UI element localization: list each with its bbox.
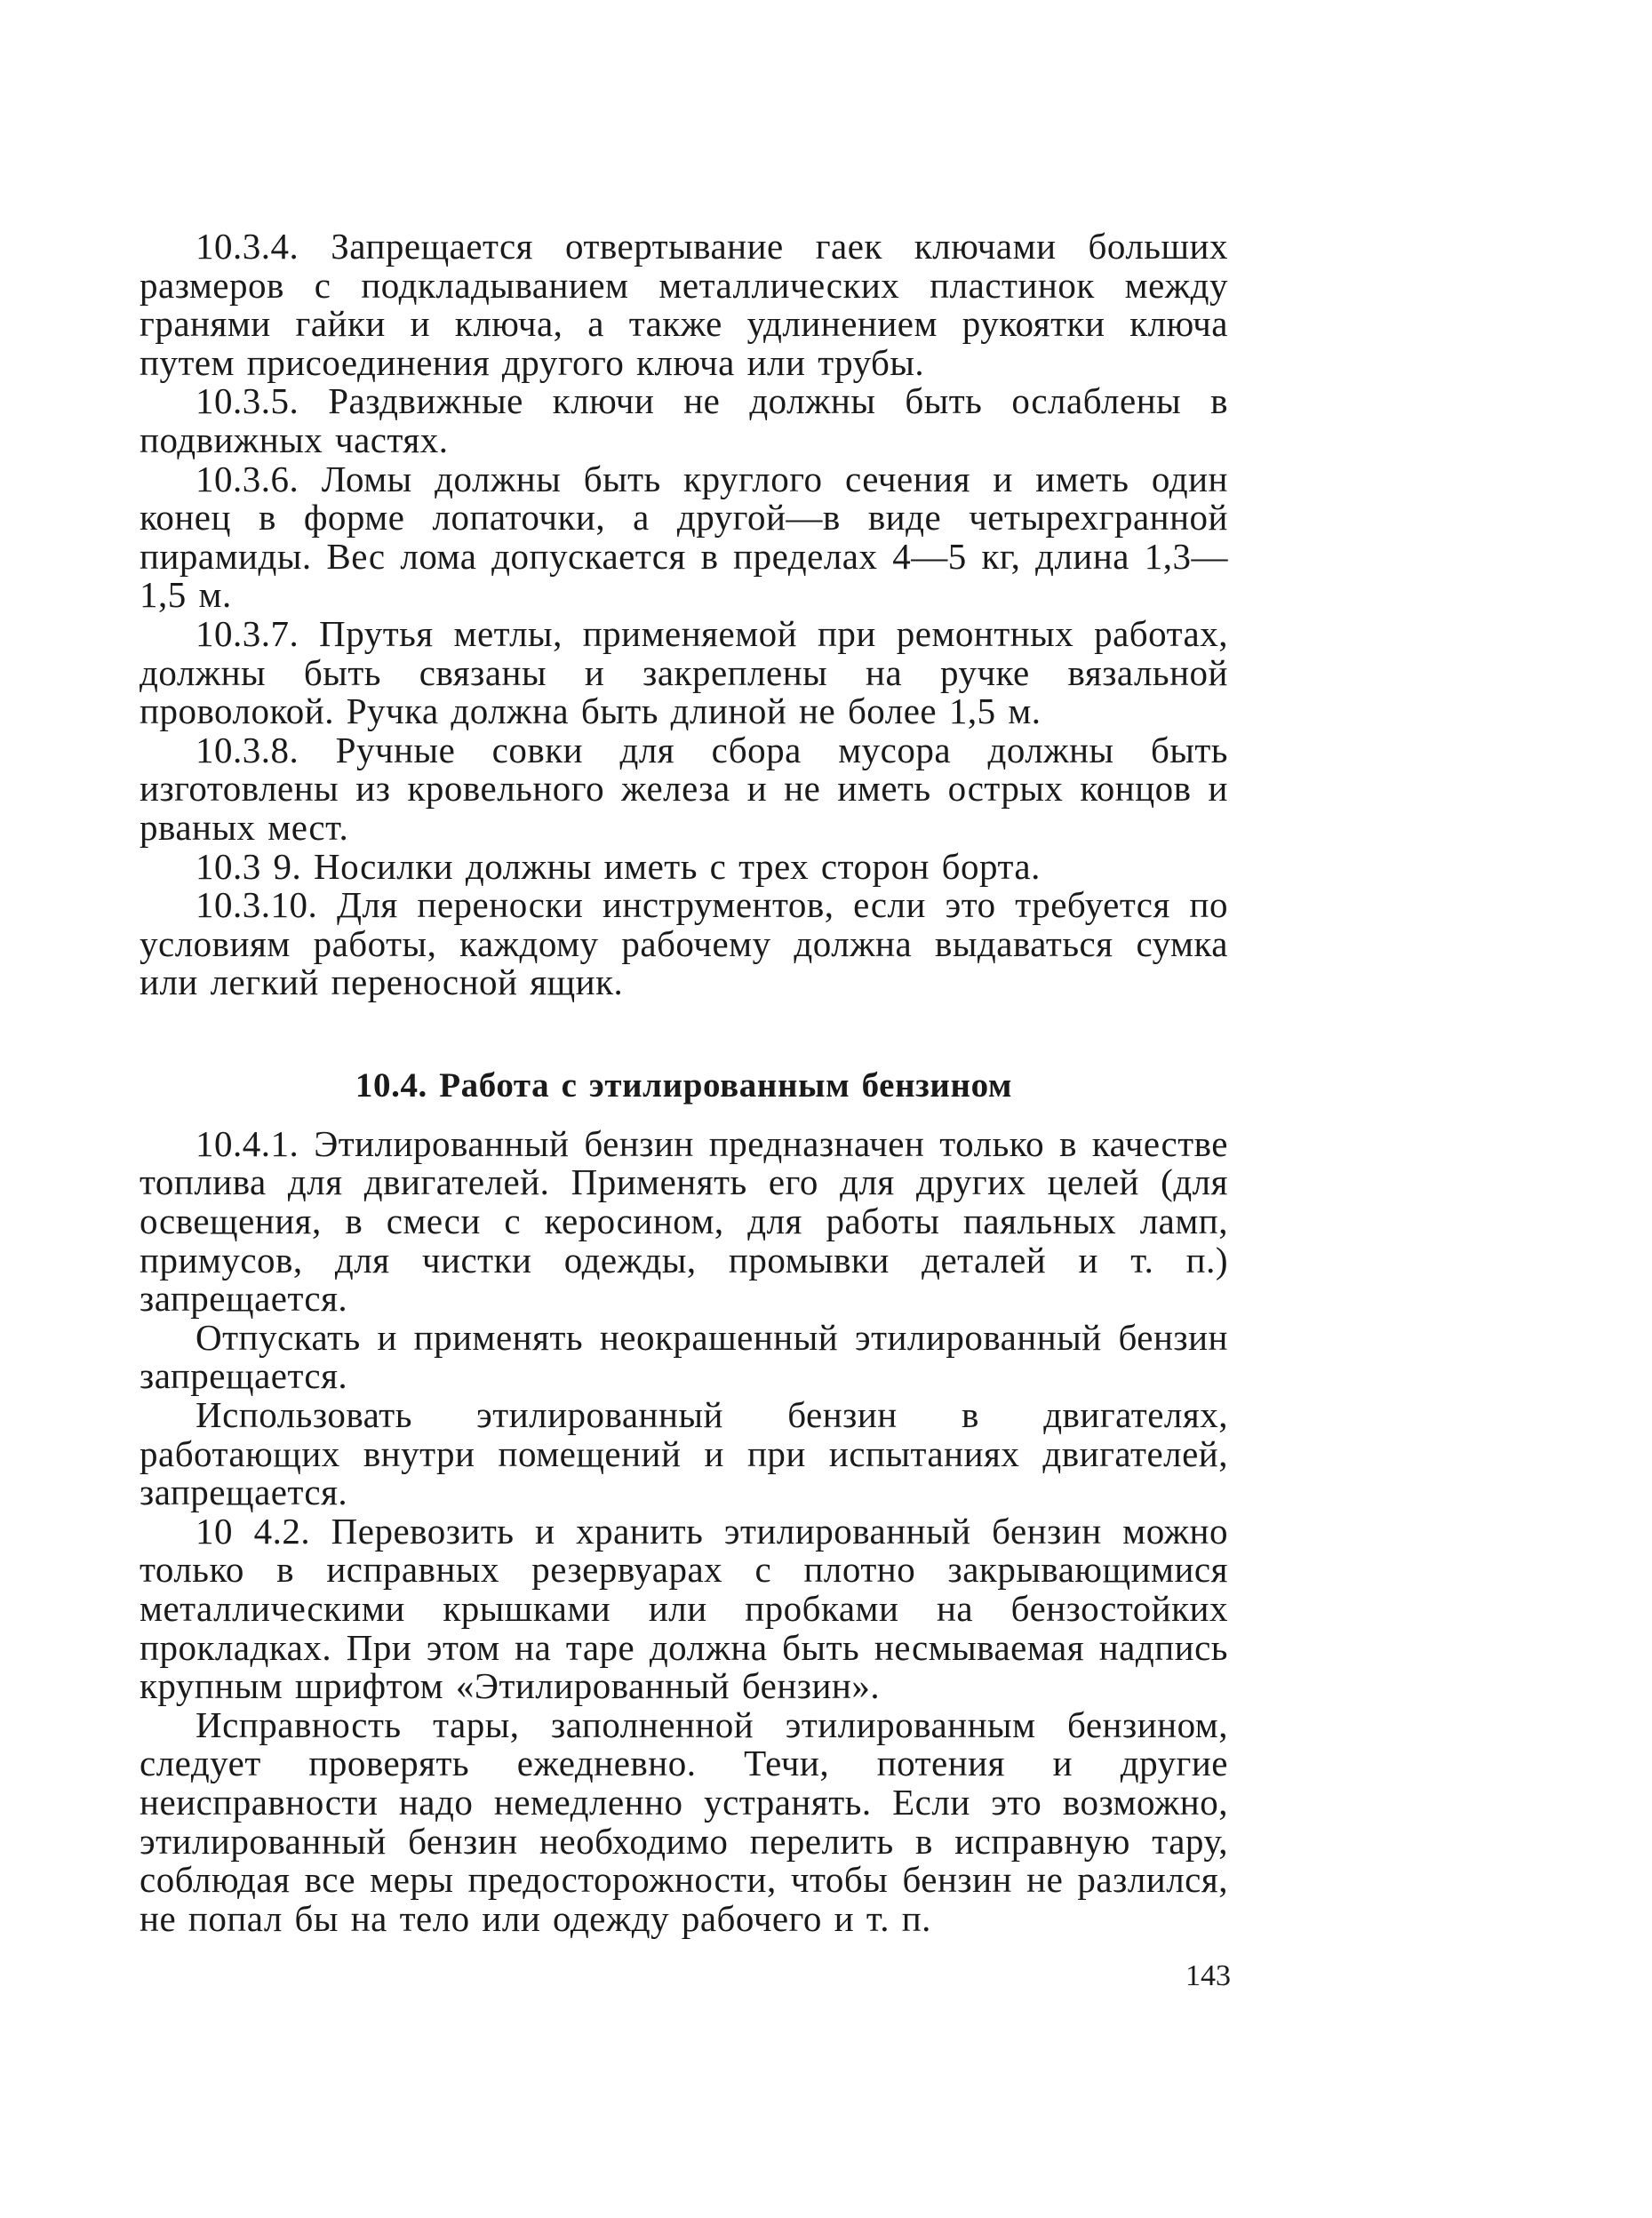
paragraph-10-3-6: 10.3.6. Ломы должны быть круглого сечения и иметь один конец в форме лопаточки, а другой—в виде четырехгранной пирамиды. Вес лома допускается в пределах 4—5 кг, длина 1,3—1,5 м. [140,458,1228,616]
body-text [140,227,1228,1938]
section-heading: 10.4. Работа с этилированным бензином [355,1065,1013,1105]
paragraph-10-4-1: 10.4.1. Этилированный бензин предназначен только в качестве топлива для двигателей. Применять его для других целей (для освещения, в смеси с керосином, для работы паяльных ламп, примусов, для чистки одежды, промывки деталей и т. п.) запрещается. [140,1122,1228,1320]
paragraph-indoor-engines: Использовать этилированный бензин в двигателях, работающих внутри помещений и при испытаниях двигателей, запрещается. [140,1394,1228,1513]
paragraph-10-3-9: 10.3 9. Носилки должны иметь с трех сторон борта. [196,845,1041,887]
paragraph-10-3-8: 10.3.8. Ручные совки для сбора мусора должны быть изготовлены из кровельного железа и не иметь острых концов и рваных мест. [140,729,1228,848]
paragraph-10-3-4: 10.3.4. Запрещается отвертывание гаек ключами больших размеров с подкладыванием металлических пластинок между гранями гайки и ключа, а также удлинением рукоятки ключа путем присоединения другого ключа или трубы. [140,226,1228,383]
paragraph-container-check: Исправность тары, заполненной этилированным бензином, следует проверять ежедневно. Течи, потения и другие неисправности надо немедленно устранять. Если это возможно, этилированный бензин необходимо перелить в исправную тару, соблюдая все меры предосторожности, чтобы бензин не разлился, не попал бы на тело или одежду рабочего и т. п. [140,1703,1228,1939]
page-number: 143 [1185,1959,1231,1992]
paragraph-unpainted-gasoline: Отпускать и применять неокрашенный этилированный бензин запрещается. [140,1316,1228,1397]
paragraph-10-3-7: 10.3.7. Прутья метлы, применяемой при ремонтных работах, должны быть связаны и закреплены на ручке вязальной проволокой. Ручка должна быть длиной не более 1,5 м. [140,612,1228,732]
paragraph-10-4-2: 10 4.2. Перевозить и хранить этилированный бензин можно только в исправных резервуарах с плотно закрывающимися металлическими крышками или пробками на бензостойких прокладках. При этом на таре должна быть несмываемая надпись крупным шрифтом «Этилированный бензин». [140,1510,1228,1707]
paragraph-10-3-10: 10.3.10. Для переноски инструментов, если это требуется по условиям работы, каждому рабочему должна выдаваться сумка или легкий переносной ящик. [140,884,1228,1003]
paragraph-10-3-5: 10.3.5. Раздвижные ключи не должны быть ослаблены в подвижных частях. [140,380,1228,460]
